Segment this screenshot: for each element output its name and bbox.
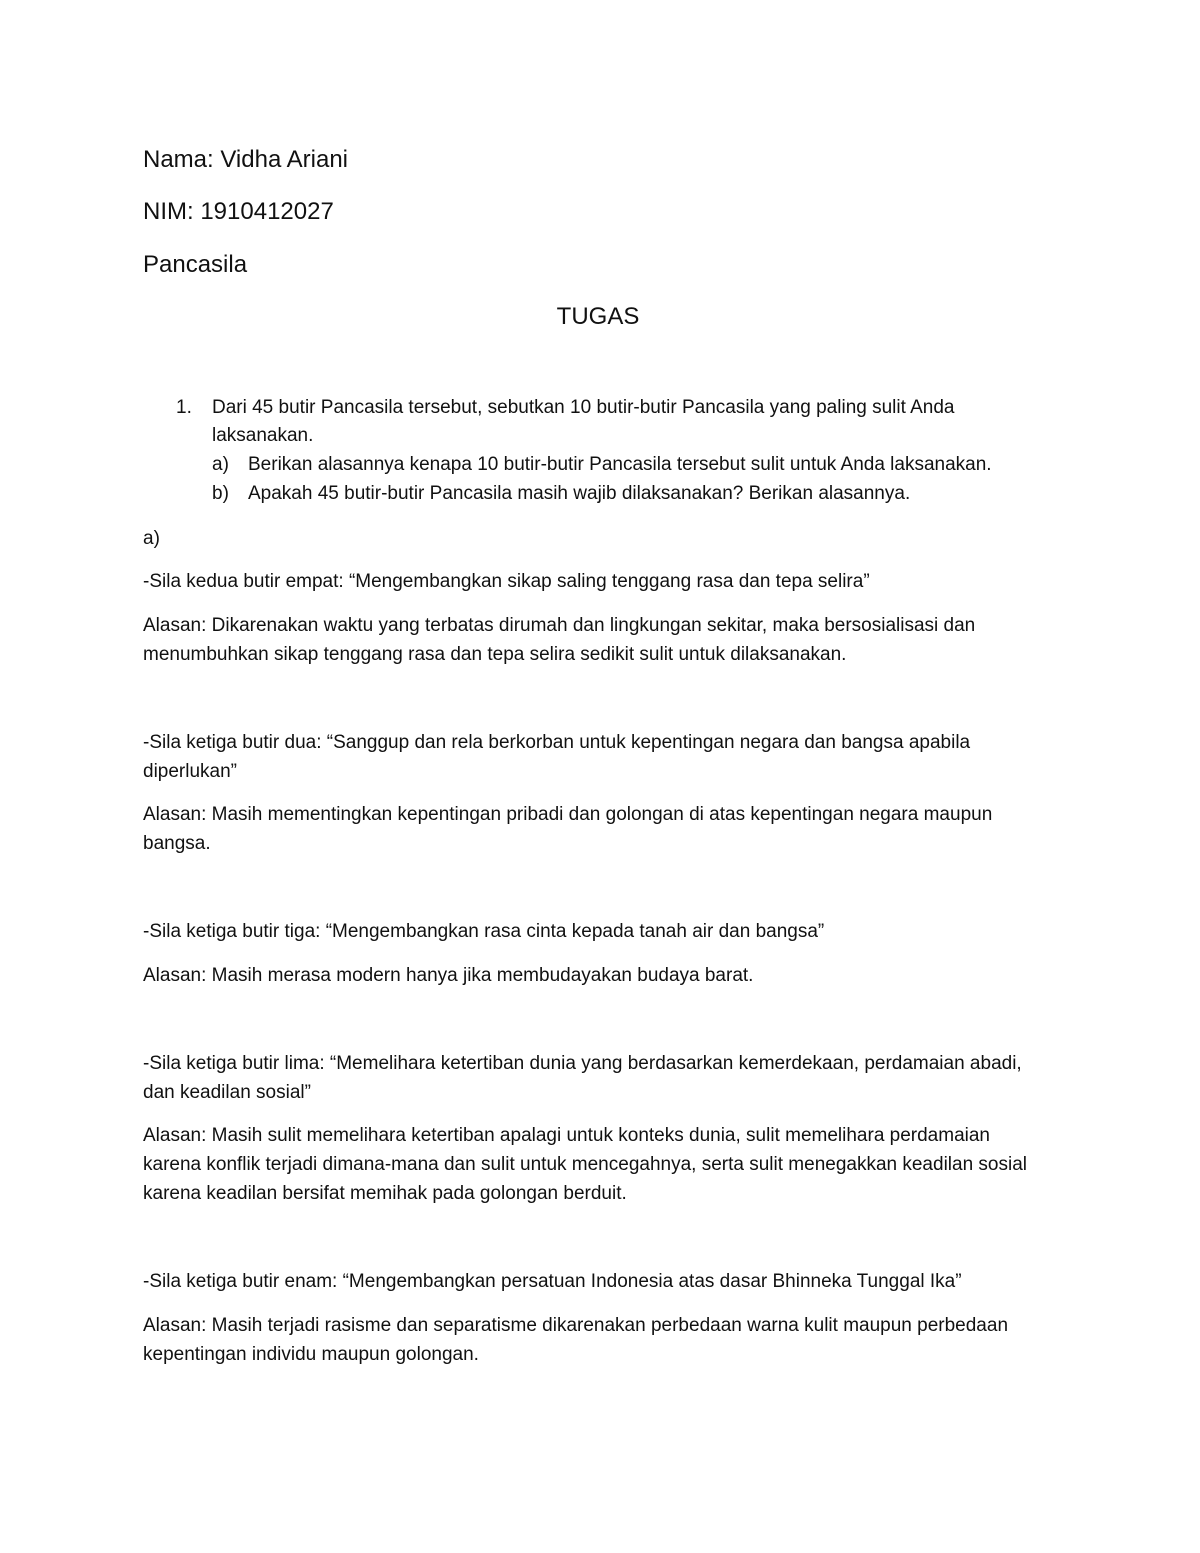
sila-statement: -Sila ketiga butir tiga: “Mengembangkan rasa cinta kepada tanah air dan bangsa” xyxy=(143,921,825,942)
alasan-text: Alasan: Masih merasa modern hanya jika membudayakan budaya barat. xyxy=(143,965,754,986)
sila-statement: -Sila kedua butir empat: “Mengembangkan sikap saling tenggang rasa dan tepa selira” xyxy=(143,571,870,592)
sub-question-marker: b) xyxy=(212,483,229,504)
alasan-text: Alasan: Dikarenakan waktu yang terbatas dirumah dan lingkungan sekitar, maka bersosialisasi dan xyxy=(143,615,976,636)
alasan-text: kepentingan individu maupun golongan. xyxy=(143,1344,479,1365)
sila-statement: -Sila ketiga butir dua: “Sanggup dan rela berkorban untuk kepentingan negara dan bangsa apabila xyxy=(143,732,971,753)
alasan-text: menumbuhkan sikap tenggang rasa dan tepa selira sedikit sulit untuk dilaksanakan. xyxy=(143,644,847,665)
question-text-line-2: laksanakan. xyxy=(212,425,314,446)
sub-question-text: Apakah 45 butir-butir Pancasila masih wajib dilaksanakan? Berikan alasannya. xyxy=(248,483,911,504)
sila-statement: diperlukan” xyxy=(143,761,237,782)
question-number: 1. xyxy=(176,397,192,418)
alasan-text: Alasan: Masih sulit memelihara ketertiban apalagi untuk konteks dunia, sulit memelihara perdamaian xyxy=(143,1125,991,1146)
page-title: TUGAS xyxy=(556,303,640,330)
sila-statement: dan keadilan sosial” xyxy=(143,1082,311,1103)
alasan-text: Alasan: Masih mementingkan kepentingan pribadi dan golongan di atas kepentingan negara maupun xyxy=(143,804,993,825)
student-nim: NIM: 1910412027 xyxy=(143,198,334,225)
student-name: Nama: Vidha Ariani xyxy=(143,146,349,173)
alasan-text: Alasan: Masih terjadi rasisme dan separatisme dikarenakan perbedaan warna kulit maupun perbedaan xyxy=(143,1315,1009,1336)
alasan-text: bangsa. xyxy=(143,833,211,854)
sila-statement: -Sila ketiga butir enam: “Mengembangkan persatuan Indonesia atas dasar Bhinneka Tunggal Ika” xyxy=(143,1271,962,1292)
sila-statement: -Sila ketiga butir lima: “Memelihara ketertiban dunia yang berdasarkan kemerdekaan, perdamaian abadi, xyxy=(143,1053,1022,1074)
course-name: Pancasila xyxy=(143,251,248,278)
answer-label: a) xyxy=(143,528,160,549)
alasan-text: karena konflik terjadi dimana-mana dan sulit untuk mencegahnya, serta sulit menegakkan keadilan sosial xyxy=(143,1154,1028,1175)
sub-question-text: Berikan alasannya kenapa 10 butir-butir Pancasila tersebut sulit untuk Anda laksanakan. xyxy=(248,454,992,475)
question-text-line-1: Dari 45 butir Pancasila tersebut, sebutkan 10 butir-butir Pancasila yang paling sulit Anda xyxy=(212,397,955,418)
sub-question-marker: a) xyxy=(212,454,229,475)
alasan-text: karena keadilan bersifat memihak pada golongan berduit. xyxy=(143,1183,627,1204)
